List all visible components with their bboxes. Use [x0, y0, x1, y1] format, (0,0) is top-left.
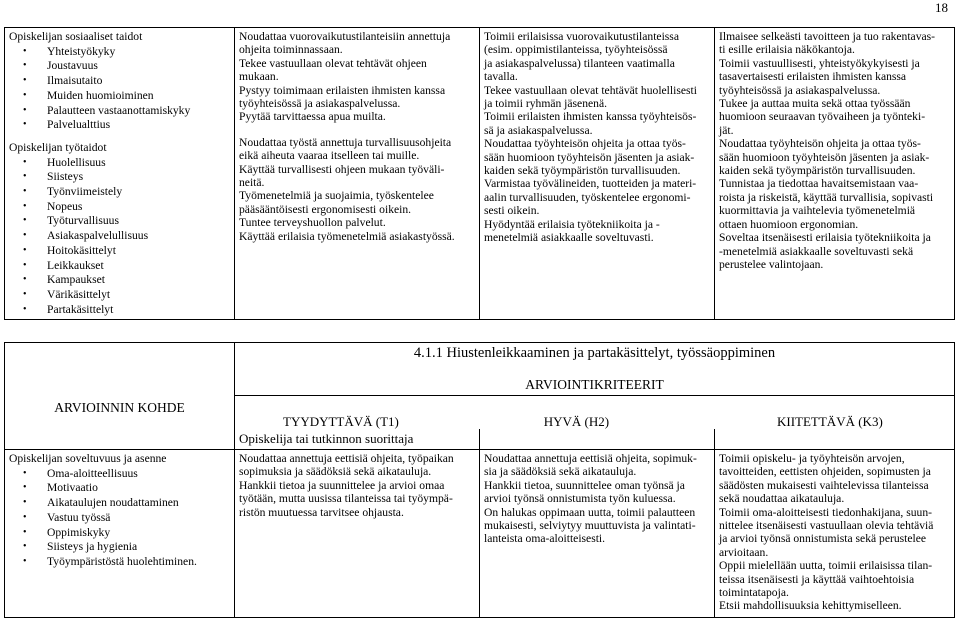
top-criteria-table [4, 27, 955, 320]
text-line: roista ja riskeistä, käyttää turvallisia, sopivasti [719, 190, 934, 204]
list-item: • Työympäristöstä huolehtiminen. [47, 555, 230, 570]
text-line: mukaan. [239, 70, 279, 84]
social-skills-list [9, 45, 230, 133]
text-line: Noudattaa annettuja eettisiä ohjeita, sopimuk- [484, 452, 697, 465]
list-item: • Työnviimeistely [47, 185, 230, 200]
subject-items-cell [5, 450, 235, 618]
criteria-title: ARVIOINTIKRITEERIT [235, 364, 955, 396]
subject-title: ARVIOINNIN KOHDE [5, 396, 235, 450]
group-social-title: Opiskelijan sosiaaliset taidot [9, 30, 143, 43]
text-line: (esim. oppimistilanteissa, työyhteisössä [484, 43, 668, 57]
text-line: Käyttää turvallisesti ohjeen mukaan työväli- [239, 162, 445, 176]
list-item: • Palvelualttius [47, 118, 230, 133]
text-line: Etsii mahdollisuuksia kehittymiselleen. [719, 599, 902, 613]
text-line: Tekee vastuullaan olevat tehtävät ohjeen [239, 56, 427, 70]
k3-paragraph-2 [719, 137, 950, 271]
h2-paragraph-1 [484, 30, 710, 137]
text-line: Toimii erilaisissa vuorovaikutustilanteissa [484, 30, 679, 43]
list-item: • Kampaukset [47, 273, 230, 288]
section-title: 4.1.1 Hiustenleikkaaminen ja partakäsittelyt, työssäoppiminen [235, 343, 955, 365]
text-line: Noudattaa työyhteisön ohjeita ja ottaa työs- [484, 137, 686, 151]
text-line: ja toimii ryhmän jäsenenä. [484, 97, 607, 111]
text-line: Pyytää tarvittaessa apua muilta. [239, 110, 386, 124]
text-line: Noudattaa vuorovaikutustilanteisiin annettuja [239, 30, 451, 43]
text-line: sia ja säädöksiä sekä aikatauluja. [484, 465, 637, 479]
h2-paragraph-2 [484, 137, 710, 244]
t1-text-cell [235, 450, 480, 618]
text-line: sään huomioon työyhteisön jäsenten ja asiak- [719, 150, 930, 164]
t1-subheader: Opiskelija tai tutkinnon suorittaja [235, 429, 480, 450]
text-line: ottaen huomioon ergonomian. [719, 217, 859, 231]
t1-paragraph-2 [239, 136, 475, 243]
text-line: Tukee ja auttaa muita sekä ottaa työssään [719, 97, 911, 111]
text-line: arvioi työnsä onnistumista työn kuluessa. [484, 492, 676, 506]
text-line: pääsääntöisesti ergonomisesti oikein. [239, 202, 412, 216]
h2-cell [480, 28, 715, 320]
text-line: teissa itsenäisesti ja käyttää vaihtoehtoisia [719, 572, 915, 586]
text-line: jät. [719, 123, 734, 137]
t1-cell [235, 28, 480, 320]
text-line: kaiden sekä työympäristön turvallisuuden. [484, 164, 681, 178]
subject-intro: Opiskelijan soveltuvuus ja asenne [9, 452, 167, 465]
h2-text-cell [480, 450, 715, 618]
page-number: 18 [935, 0, 948, 15]
text-line: ohjeita toiminnassaan. [239, 43, 343, 57]
list-item: • Huolellisuus [47, 156, 230, 171]
list-item: • Leikkaukset [47, 259, 230, 274]
text-line: kaiden sekä työympäristön turvallisuuden. [719, 164, 916, 178]
list-item: • Siisteys ja hygienia [47, 540, 230, 555]
level-t1: TYYDYTTÄVÄ (T1) [283, 414, 399, 429]
text-line: Noudattaa annettuja eettisiä ohjeita, työpaikan [239, 452, 454, 465]
text-line: ristön muutuessa tarvitsee ohjausta. [239, 505, 404, 519]
list-item: • Värikäsittelyt [47, 288, 230, 303]
text-line: Toimii oma-aloitteisesti tiedonhakijana, suun- [719, 505, 932, 519]
text-line: ti esille erilaisia näkökantoja. [719, 43, 855, 57]
group-work-title: Opiskelijan työtaidot [9, 140, 107, 154]
text-line: Oppii mielellään uutta, toimii erilaisissa tilan- [719, 559, 933, 573]
text-line: ja asiakaspalvelussa) tilanteen vaatimalla [484, 56, 675, 70]
list-item: • Joustavuus [47, 59, 230, 74]
text-line: perustelee valintojaan. [719, 257, 824, 271]
list-item: • Oppimiskyky [47, 526, 230, 541]
text-line: aalin turvallisuuden, työskentelee ergonomi- [484, 190, 691, 204]
text-line: tavalla. [484, 70, 518, 84]
k3-text-cell [715, 450, 955, 618]
subject-items-list [9, 467, 230, 570]
text-line: Noudattaa työstä annettuja turvallisuusohjeita [239, 135, 452, 149]
list-item: • Motivaatio [47, 481, 230, 496]
text-line: Soveltaa itsenäisesti erilaisia työtekniikoita ja [719, 231, 931, 245]
work-skills-list [9, 156, 230, 318]
list-item: • Työturvallisuus [47, 214, 230, 229]
text-line: työyhteisössä ja asiakaspalvelussa. [719, 83, 881, 97]
text-line: sään huomioon työyhteisön jäsenten ja asiak- [484, 150, 695, 164]
list-item: • Partakäsittelyt [47, 303, 230, 318]
text-line: mukaisesti, selviytyy muuttuvista ja valintati- [484, 519, 696, 533]
text-line: kuormittavia ja vaihtelevia työmenetelmiä [719, 204, 916, 218]
list-item: • Yhteistyökyky [47, 45, 230, 60]
text-line: ja arvioi työnsä onnistumista sekä perustelee [719, 532, 927, 546]
text-line: Ilmaisee selkeästi tavoitteen ja tuo rakentavas- [719, 30, 936, 43]
text-line: Toimii vastuullisesti, yhteistyökykyisesti ja [719, 56, 920, 70]
text-line: Hankkii tietoa, suunnittelee oman työnsä ja [484, 478, 685, 492]
text-line: tasavertaisesti erilaisten ihmisten kanssa [719, 70, 907, 84]
text-line: Toimii erilaisten ihmisten kanssa työyhteisös- [484, 110, 697, 124]
text-line: nittelee itsenäisesti vastuullaan olevia tehtäviä [719, 519, 934, 533]
bottom-criteria-table [4, 342, 955, 618]
text-line: arvioitaan. [719, 545, 769, 559]
text-line: sopimuksia ja säädöksiä sekä aikatauluja. [239, 465, 432, 479]
text-line: Työmenetelmiä ja suojaimia, työskentelee [239, 189, 434, 203]
list-item: • Vastuu työssä [47, 511, 230, 526]
text-line: tavoitteiden, eettisten ohjeiden, sopimusten ja [719, 465, 931, 479]
text-line: työtään, mutta uusissa tilanteissa tai työympä- [239, 492, 453, 506]
t1-paragraph-1 [239, 30, 475, 124]
list-item: • Nopeus [47, 200, 230, 215]
text-line: menetelmiä asiakkaalle soveltuvasti. [484, 231, 654, 245]
text-line: -menetelmiä asiakkaalle soveltuvasti sekä [719, 244, 914, 258]
list-item: • Hoitokäsittelyt [47, 244, 230, 259]
text-line: eikä aiheuta vaaraa itselleen tai muille. [239, 149, 420, 163]
text-line: Tekee vastuullaan olevat tehtävät huolellisesti [484, 83, 697, 97]
list-item: • Palautteen vastaanottamiskyky [47, 104, 230, 119]
text-line: työyhteisössä ja asiakaspalvelussa. [239, 97, 401, 111]
text-line: huomioon seuraavan työvaiheen ja työnteki- [719, 110, 926, 124]
text-line: On halukas oppimaan uutta, toimii palautteen [484, 505, 696, 519]
text-line: Käyttää erilaisia työmenetelmiä asiakastyössä. [239, 229, 455, 243]
k3-cell [715, 28, 955, 320]
text-line: sä ja asiakaspalvelussa. [484, 123, 593, 137]
list-item: • Muiden huomioiminen [47, 89, 230, 104]
text-line: Tunnistaa ja tiedottaa havaitsemistaan vaa- [719, 177, 919, 191]
text-line: Tuntee terveyshuollon palvelut. [239, 216, 386, 230]
text-line: säädösten mukaisesti vaihtelevissa tilanteissa [719, 478, 929, 492]
text-line: Noudattaa työyhteisön ohjeita ja ottaa työs- [719, 137, 921, 151]
text-line: sekä noudattaa aikatauluja. [719, 492, 845, 506]
list-item: • Aikataulujen noudattaminen [47, 496, 230, 511]
level-k3: KIITETTÄVÄ (K3) [777, 414, 883, 429]
text-line: Toimii opiskelu- ja työyhteisön arvojen, [719, 452, 905, 465]
text-line: neitä. [239, 176, 265, 190]
text-line: Hankkii tietoa ja suunnittelee ja arvioi omaa [239, 478, 445, 492]
text-line: Pystyy toimimaan erilaisten ihmisten kanssa [239, 83, 446, 97]
text-line: Hyödyntää erilaisia työtekniikoita ja - [484, 217, 660, 231]
text-line: lanteista oma-aloitteisesti. [484, 532, 606, 546]
k3-paragraph-1 [719, 30, 950, 137]
text-line: sesti oikein. [484, 204, 540, 218]
list-item: • Asiakaspalvelullisuus [47, 229, 230, 244]
list-item: • Oma-aloitteellisuus [47, 467, 230, 482]
text-line: toimintatapoja. [719, 586, 789, 600]
level-h2: HYVÄ (H2) [543, 414, 610, 429]
list-item: • Siisteys [47, 170, 230, 185]
text-line: Varmistaa työvälineiden, tuotteiden ja materi- [484, 177, 697, 191]
list-item: • Ilmaisutaito [47, 74, 230, 89]
subject-cell [5, 28, 235, 320]
